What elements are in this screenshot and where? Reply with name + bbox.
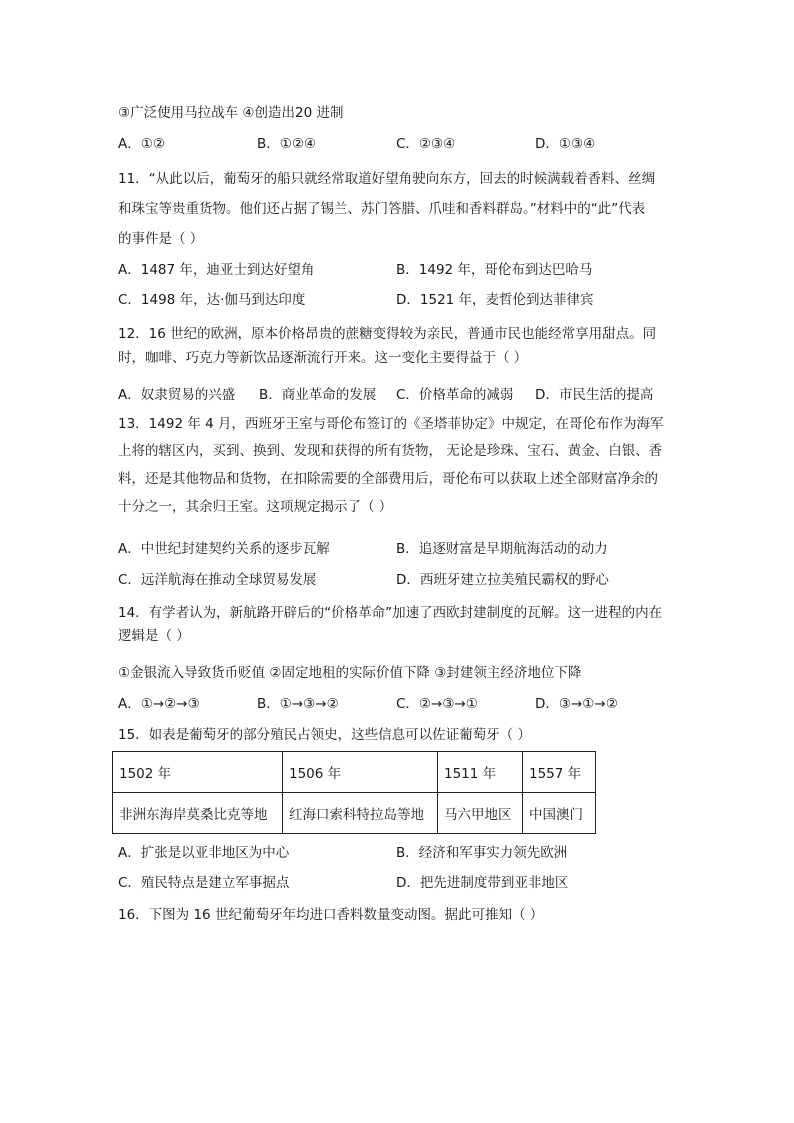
table-row-years	[113, 752, 596, 793]
table-row-places	[113, 793, 596, 834]
q15-stem-line: 15．如表是葡萄牙的部分殖民占领史，这些信息可以佐证葡萄牙（ ）	[118, 727, 531, 743]
q11-stem-line-3: 的事件是（ ）	[118, 231, 204, 247]
q12-stem-line-2: 时，咖啡、巧克力等新饮品逐渐流行开来。这一变化主要得益于（ ）	[118, 350, 528, 366]
q10-choices-line: ③广泛使用马拉战车 ④创造出20 进制	[118, 105, 344, 121]
colony-history-table	[112, 751, 596, 834]
q10-option-a[interactable]: A．①②	[118, 136, 165, 152]
q14-option-b[interactable]: B．①→③→②	[257, 696, 339, 712]
q15-option-c[interactable]: C．殖民特点是建立军事据点	[118, 875, 290, 891]
q14-stem-line-2: 逻辑是（ ）	[118, 628, 190, 644]
table-cell-year: 1557 年	[523, 752, 596, 793]
q14-option-a[interactable]: A．①→②→③	[118, 696, 200, 712]
q14-option-d[interactable]: D．③→①→②	[535, 696, 618, 712]
q10-option-d[interactable]: D．①③④	[535, 136, 596, 152]
table-cell-year: 1506 年	[283, 752, 438, 793]
q13-stem-line-4: 十分之一，其余归王室。这项规定揭示了（ ）	[118, 499, 393, 515]
q11-option-a[interactable]: A．1487 年，迪亚士到达好望角	[118, 262, 315, 278]
table-cell-year: 1511 年	[438, 752, 523, 793]
q12-option-d[interactable]: D．市民生活的提高	[535, 387, 654, 403]
table-cell-place: 非洲东海岸莫桑比克等地	[113, 793, 283, 834]
q11-stem-line-1: 11．“从此以后，葡萄牙的船只就经常取道好望角驶向东方，回去的时候满载着香料、丝绸	[118, 171, 656, 187]
q11-stem-line-2: 和珠宝等贵重货物。他们还占据了锡兰、苏门答腊、爪哇和香料群岛。”材料中的“此”代表	[118, 201, 646, 217]
q11-option-b[interactable]: B．1492 年，哥伦布到达巴哈马	[396, 262, 593, 278]
q13-option-d[interactable]: D．西班牙建立拉美殖民霸权的野心	[396, 572, 609, 588]
q14-stem-line-1: 14．有学者认为，新航路开辟后的“价格革命”加速了西欧封建制度的瓦解。这一进程的内在	[118, 605, 663, 621]
q11-option-d[interactable]: D．1521 年，麦哲伦到达菲律宾	[396, 292, 594, 308]
table-cell-place: 马六甲地区	[438, 793, 523, 834]
q14-option-c[interactable]: C．②→③→①	[396, 696, 478, 712]
table-cell-place: 红海口索科特拉岛等地	[283, 793, 438, 834]
q12-option-c[interactable]: C．价格革命的减弱	[396, 387, 514, 403]
q13-stem-line-1: 13．1492 年 4 月，西班牙王室与哥伦布签订的《圣塔菲协定》中规定，在哥伦布作为海军	[118, 416, 664, 432]
q16-stem-line: 16．下图为 16 世纪葡萄牙年均进口香料数量变动图。据此可推知（ ）	[118, 907, 544, 923]
q13-stem-line-2: 上将的辖区内，买到、换到、发现和获得的所有货物， 无论是珍珠、宝石、黄金、白银、香	[118, 443, 663, 459]
q15-option-a[interactable]: A．扩张是以亚非地区为中心	[118, 845, 290, 861]
q13-option-c[interactable]: C．远洋航海在推动全球贸易发展	[118, 572, 317, 588]
q11-option-c[interactable]: C．1498 年，达·伽马到达印度	[118, 292, 306, 308]
q15-option-b[interactable]: B．经济和军事实力领先欧洲	[396, 845, 568, 861]
q13-option-a[interactable]: A．中世纪封建契约关系的逐步瓦解	[118, 541, 330, 557]
q13-option-b[interactable]: B．追逐财富是早期航海活动的动力	[396, 541, 608, 557]
q14-choices-line: ①金银流入导致货币贬值 ②固定地租的实际价值下降 ③封建领主经济地位下降	[118, 665, 582, 681]
q12-option-b[interactable]: B．商业革命的发展	[259, 387, 377, 403]
table-cell-year: 1502 年	[113, 752, 283, 793]
q12-option-a[interactable]: A．奴隶贸易的兴盛	[118, 387, 236, 403]
q15-option-d[interactable]: D．把先进制度带到亚非地区	[396, 875, 569, 891]
table-cell-place: 中国澳门	[523, 793, 596, 834]
q13-stem-line-3: 料，还是其他物品和货物，在扣除需要的全部费用后，哥伦布可以获取上述全部财富净余的	[118, 471, 658, 487]
q10-option-b[interactable]: B．①②④	[257, 136, 317, 152]
q12-stem-line-1: 12．16 世纪的欧洲，原本价格昂贵的蔗糖变得较为亲民，普通市民也能经常享用甜点。同	[118, 326, 657, 342]
q10-option-c[interactable]: C．②③④	[396, 136, 456, 152]
